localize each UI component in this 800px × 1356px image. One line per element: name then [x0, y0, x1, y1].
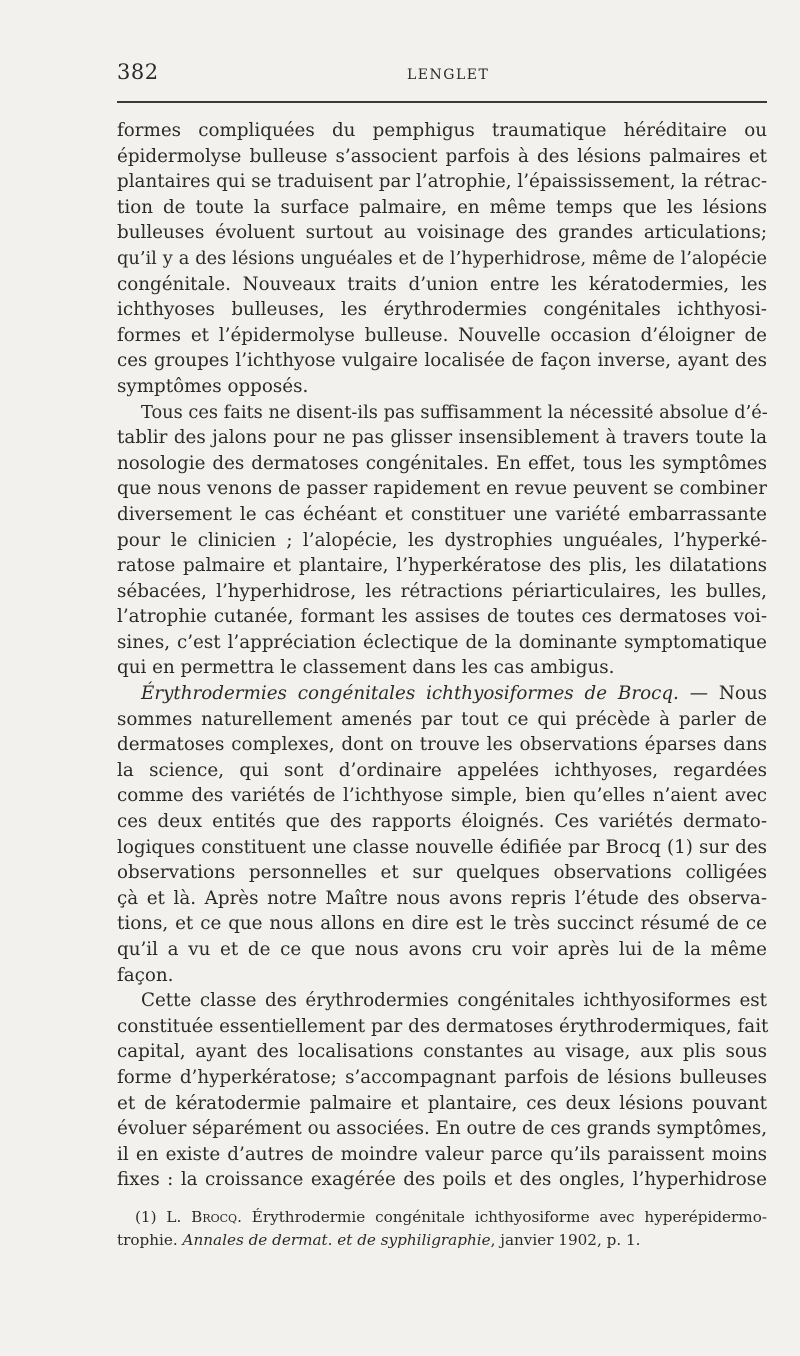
- footnote-line: [117, 1229, 767, 1252]
- text-line: congénitale. Nouveaux traits d’union entre les kératodermies, les: [117, 273, 767, 295]
- text-line: ratose palmaire et plantaire, l’hyperkératose des plis, les dilatations: [117, 555, 767, 577]
- text-line: diversement le cas échéant et constituer une variété embarrassante: [117, 503, 767, 525]
- text-line: forme d’hyperkératose; s’accompagnant parfois de lésions bulleuses: [117, 1066, 767, 1088]
- text-line: plantaires qui se traduisent par l’atrophie, l’épaississement, la rétrac-: [117, 171, 767, 193]
- section-heading-line: [117, 681, 767, 707]
- text-line: sébacées, l’hyperhidrose, les rétractions périarticulaires, les bulles,: [117, 580, 767, 602]
- text-line: évoluer séparément ou associées. En outre de ces grands symptômes,: [117, 1118, 768, 1140]
- text-line: formes compliquées du pemphigus traumatique héréditaire ou: [117, 120, 767, 141]
- text-line: que nous venons de passer rapidement en revue peuvent se combiner: [117, 478, 767, 500]
- footnote: [117, 1206, 767, 1252]
- body-text: [117, 118, 767, 1193]
- page-header: [117, 58, 767, 98]
- text-line: épidermolyse bulleuse s’associent parfois à des lésions palmaires et: [117, 145, 767, 167]
- text-line: çà et là. Après notre Maître nous avons repris l’étude des observa-: [117, 887, 767, 909]
- text-line: façon.: [117, 964, 174, 986]
- text-line: Tous ces faits ne disent-ils pas suffisamment la nécessité absolue d’é-: [141, 401, 768, 423]
- text-line: tablir des jalons pour ne pas glisser insensiblement à travers toute la: [117, 427, 767, 449]
- text-line: tion de toute la surface palmaire, en même temps que les lésions: [117, 196, 767, 218]
- text-line: sommes naturellement amenés par tout ce qui précède à parler de: [117, 708, 767, 730]
- text-line: l’atrophie cutanée, formant les assises de toutes ces dermatoses voi-: [117, 606, 767, 628]
- text-line: constituée essentiellement par des dermatoses érythrodermiques, fait: [117, 1015, 769, 1037]
- footnote-text: . Érythrodermie congénitale ichthyosiforme avec hyperépidermo-: [237, 1208, 767, 1226]
- text-line: nosologie des dermatoses congénitales. En effet, tous les symptômes: [117, 452, 767, 474]
- footnote-author: Brocq: [191, 1208, 238, 1226]
- footnote-journal: Annales de dermat. et de syphiligraphie: [182, 1231, 491, 1249]
- text-line: qu’il y a des lésions unguéales et de l’hyperhidrose, même de l’alopécie: [117, 247, 767, 269]
- text-line: Cette classe des érythrodermies congénitales ichthyosiformes est: [141, 990, 767, 1012]
- text-line: logiques constituent une classe nouvelle édifiée par Brocq (1) sur des: [117, 836, 767, 858]
- footnote-text: trophie.: [117, 1231, 183, 1249]
- text-line: la science, qui sont d’ordinaire appelées ichthyoses, regardées: [117, 759, 767, 781]
- text-line: tions, et ce que nous allons en dire est le très succinct résumé de ce: [117, 913, 767, 935]
- section-heading: Érythrodermies congénitales ichthyosiformes de Brocq.: [141, 683, 679, 705]
- text-line: il en existe d’autres de moindre valeur parce qu’ils paraissent moins: [117, 1143, 767, 1165]
- section-heading-dash: — Nous: [678, 683, 767, 705]
- text-line: observations personnelles et sur quelques observations colligées: [117, 862, 767, 884]
- running-head: LENGLET: [407, 67, 490, 83]
- text-line: comme des variétés de l’ichthyose simple, bien qu’elles n’aient avec: [117, 785, 767, 807]
- footnote-marker: (1) L.: [135, 1208, 192, 1226]
- text-line: fixes : la croissance exagérée des poils et des ongles, l’hyperhidrose: [117, 1169, 767, 1191]
- text-line: sines, c’est l’appréciation éclectique de la dominante symptomatique: [117, 631, 767, 653]
- header-rule: [117, 101, 767, 103]
- text-line: et de kératodermie palmaire et plantaire, ces deux lésions pouvant: [117, 1092, 767, 1114]
- text-line: ichthyoses bulleuses, les érythrodermies congénitales ichthyosi-: [117, 299, 767, 321]
- text-line: ces groupes l’ichthyose vulgaire localisée de façon inverse, ayant des: [117, 350, 767, 372]
- text-line: ces deux entités que des rapports éloignés. Ces variétés dermato-: [117, 811, 767, 833]
- page-number: 382: [117, 60, 159, 84]
- text-line: qu’il a vu et de ce que nous avons cru voir après lui de la même: [117, 939, 767, 960]
- text-line: bulleuses évoluent surtout au voisinage des grandes articulations;: [117, 222, 767, 244]
- text-line: pour le clinicien ; l’alopécie, les dystrophies unguéales, l’hyperké-: [117, 529, 767, 551]
- footnote-line: [117, 1206, 767, 1229]
- text-line: symptômes opposés.: [117, 375, 309, 397]
- text-line: capital, ayant des localisations constantes au visage, aux plis sous: [117, 1041, 767, 1063]
- footnote-text: , janvier 1902, p. 1.: [490, 1231, 641, 1249]
- text-line: qui en permettra le classement dans les cas ambigus.: [117, 657, 615, 679]
- text-line: formes et l’épidermolyse bulleuse. Nouvelle occasion d’éloigner de: [117, 324, 767, 346]
- text-line: dermatoses complexes, dont on trouve les observations éparses dans: [117, 734, 767, 756]
